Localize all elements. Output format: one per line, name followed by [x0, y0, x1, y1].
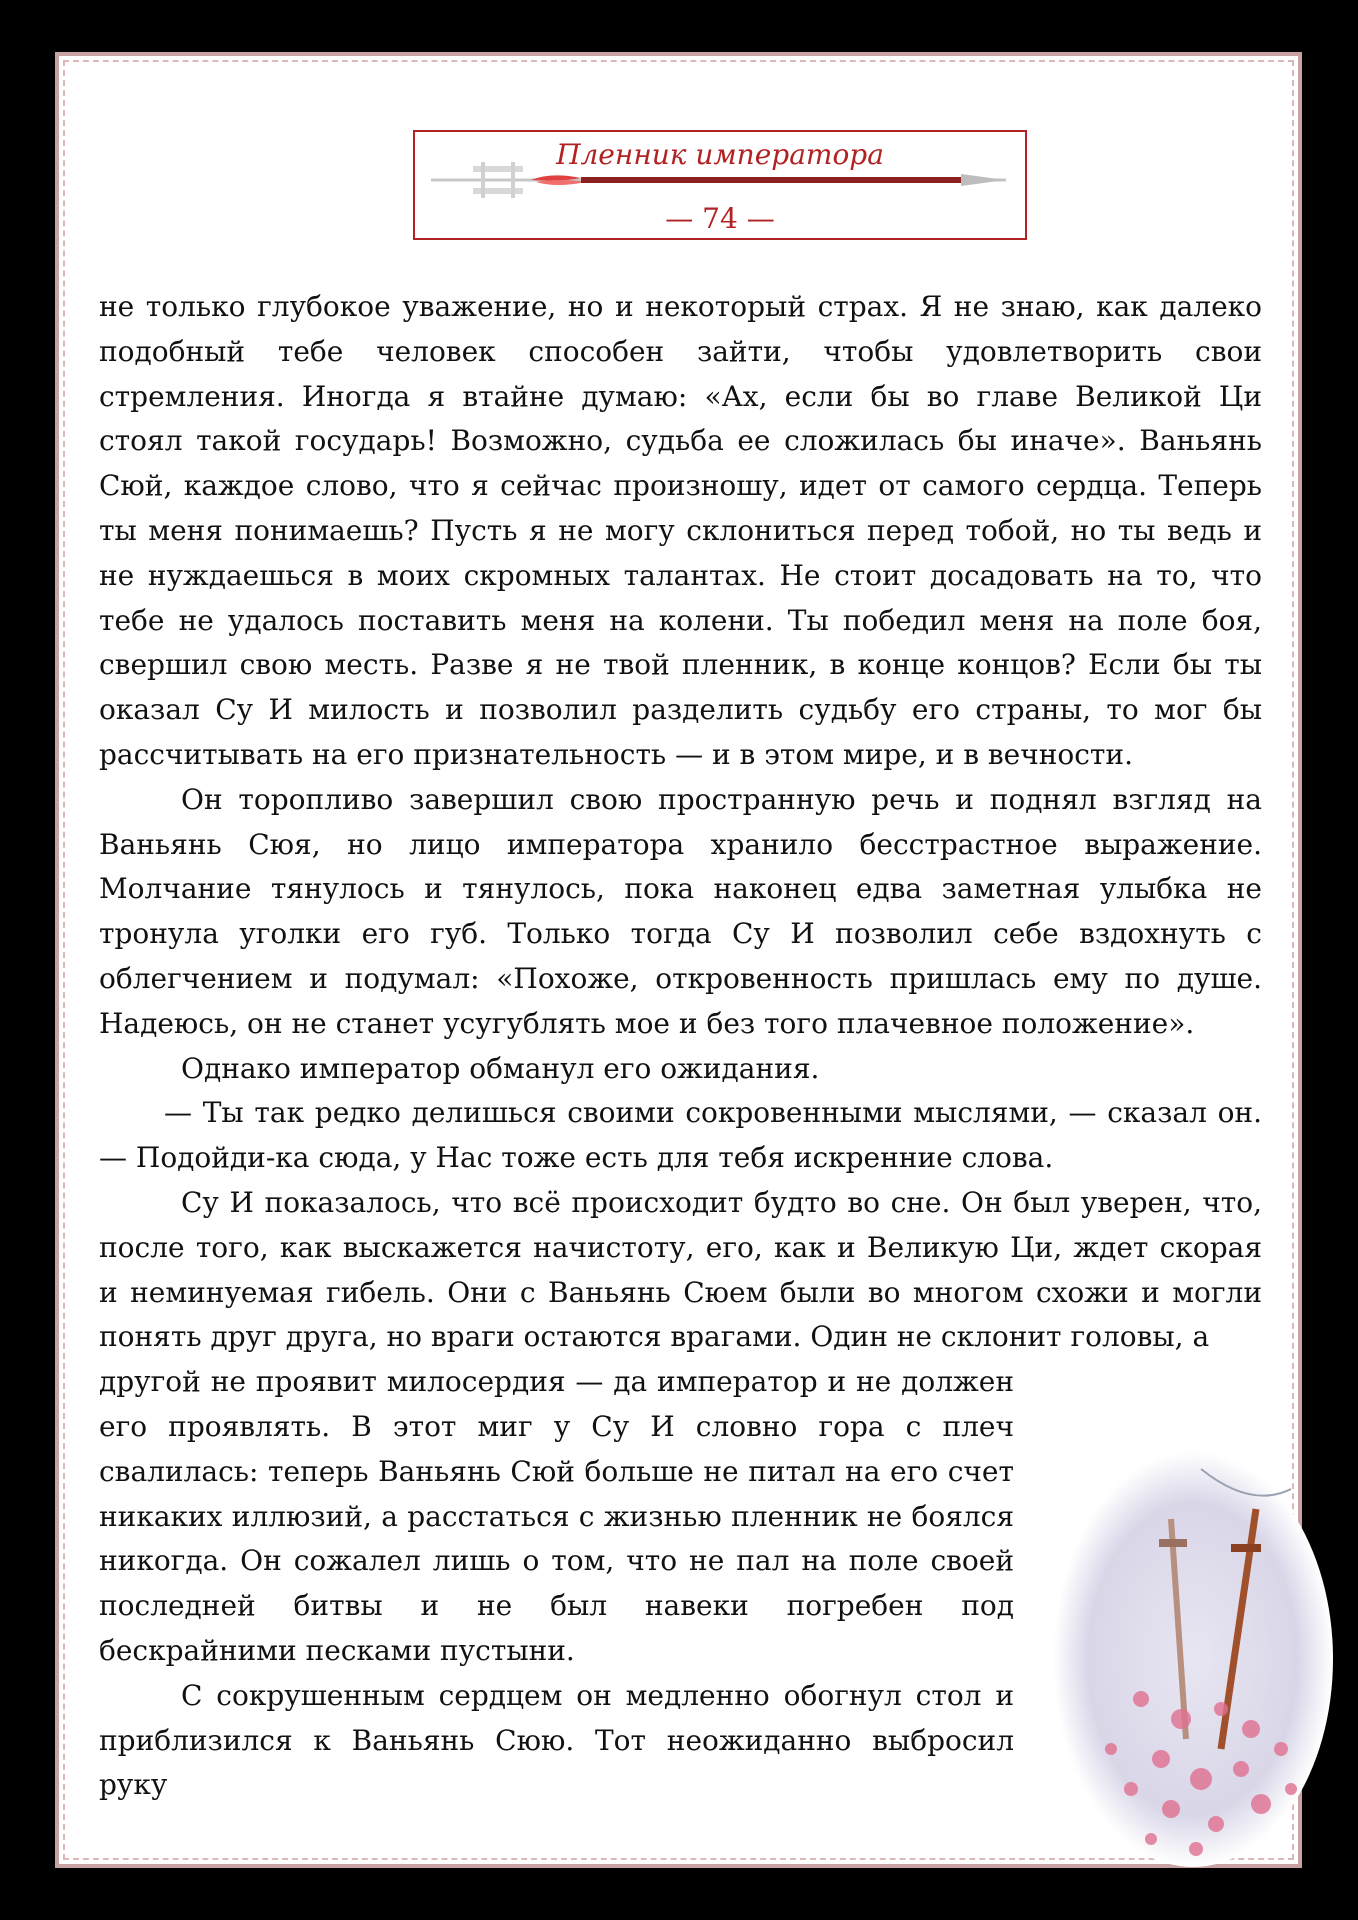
paragraph: другой не проявит милосердия — да император и не должен его проявлять. В этот миг у Су И словно гора с плеч свалилась: теперь Ваньянь Сюй больше не питал на его счет никаких иллюзий, а расстаться с жизнью пленник не боялся никогда. Он сожалел лишь о том, что не пал на поле своей последней битвы и не был навеки погребен под бескрайними песками пустыни.: [99, 1365, 1014, 1667]
paragraph: не только глубокое уважение, но и некоторый страх. Я не знаю, как далеко подобный тебе человек способен зайти, чтобы удовлетворить свои стремления. Иногда я втайне думаю: «Ах, если бы во главе Великой Ци стоял такой государь! Возможно, судьба ее сложилась бы иначе». Ваньянь Сюй, каждое слово, что я сейчас произношу, идет от самого сердца. Теперь ты меня понимаешь? Пусть я не могу склониться перед тобой, но ты ведь и не нуждаешься в моих скромных талантах. Не стоит досадовать на то, что тебе не удалось поставить меня на колени. Ты победил меня на поле боя, свершил свою месть. Разве я не твой пленник, в конце концов? Если бы ты оказал Су И милость и позволил разделить судьбу его страны, то мог бы рассчитывать на его признательность — и в этом мире, и в вечности.: [99, 290, 1262, 771]
paragraph: Он торопливо завершил свою пространную речь и поднял взгляд на Ваньянь Сюя, но лицо императора хранило бесстрастное выражение. Молчание тянулось и тянулось, пока наконец едва заметная улыбка не тронула уголки его губ. Только тогда Су И позволил себе вздохнуть с облегчением и подумал: «Похоже, откровенность пришлась ему по душе. Надеюсь, он не станет усугублять мое и без того плачевное положение».: [99, 782, 1262, 1040]
page-number: — 74 —: [665, 202, 775, 235]
running-header: [413, 130, 1027, 240]
paragraph: Су И показалось, что всё происходит будто во сне. Он был уверен, что, после того, как выскажется начистоту, его, как и Великую Ци, ждет скорая и неминуемая гибель. Они с Ваньянь Сюем были во многом схожи и могли понять друг друга, но враги остаются врагами. Один не склонит головы, а: [99, 1185, 1262, 1354]
paragraph: С сокрушенным сердцем он медленно обогнул стол и приблизился к Ваньянь Сюю. Тот неожиданно выбросил руку: [99, 1678, 1014, 1802]
wrapped-text-block: [99, 1360, 1014, 1808]
spear-ornament-icon: [431, 160, 1011, 200]
swords-illustration-icon: [1051, 1449, 1336, 1869]
book-title: Пленник императора: [556, 138, 884, 171]
paragraph: Однако император обманул его ожидания.: [181, 1051, 820, 1085]
paragraph: — Ты так редко делишься своими сокровенными мыслями, — сказал он. — Подойди-ка сюда, у Нас тоже есть для тебя искренние слова.: [99, 1096, 1262, 1175]
page-frame: [55, 52, 1302, 1868]
